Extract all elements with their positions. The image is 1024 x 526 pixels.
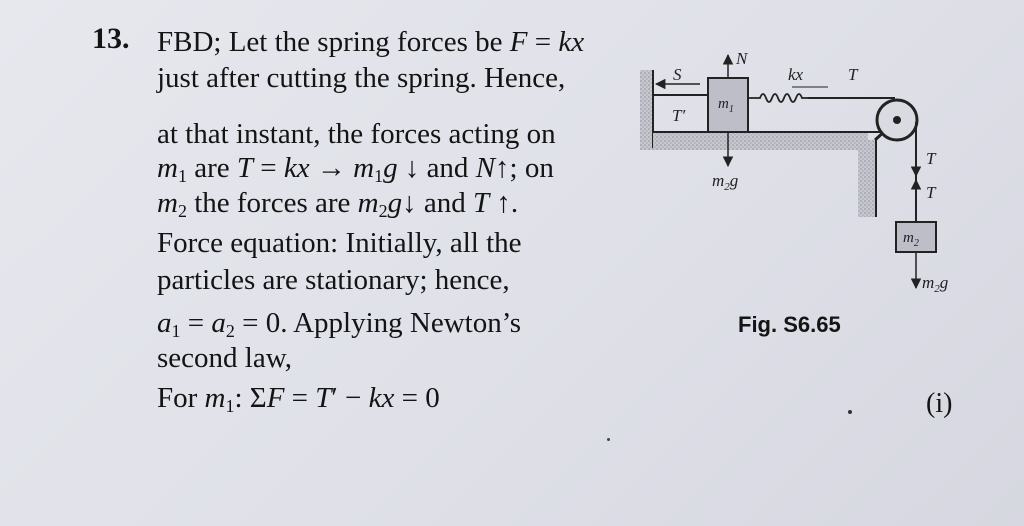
label-t-down: T (926, 149, 936, 168)
table (653, 132, 868, 150)
figure-caption: Fig. S6.65 (738, 312, 841, 337)
label-n: N (736, 49, 748, 68)
label-m2g-under: $m_2g$ (712, 171, 739, 193)
label-m2g-right: $m_2g$ (922, 273, 949, 295)
text-line-3: at that instant, the forces acting on (157, 118, 556, 150)
label-kx: kx (788, 65, 804, 84)
text-line-2: just after cutting the spring. Hence, (157, 62, 566, 94)
problem-number: 13. (92, 22, 130, 55)
label-s: S (673, 65, 682, 84)
text-line-8: $a_1 = a_2 = 0$. Applying Newton’s (157, 307, 522, 341)
label-m1: $m_1$ (718, 96, 734, 115)
table-edge (858, 140, 876, 217)
text-line-6: Force equation: Initially, all the (157, 227, 522, 259)
text-line-9: second law, (157, 342, 293, 374)
label-m2: $m_2$ (903, 230, 919, 249)
text-line-1: FBD; Let the spring forces be F = kx (157, 26, 585, 58)
text-line-7: particles are stationary; hence, (157, 264, 510, 296)
text-line-4: $m_1$ are T = kx → $m_1g$ ↓ and N↑; on (157, 152, 554, 186)
spring (748, 94, 808, 102)
text-line-10: For $m_1$: ΣF = T′ − kx = 0 (157, 382, 440, 416)
text-line-5: $m_2$ the forces are $m_2g↓$ and T ↑. (157, 187, 519, 221)
label-t-up: T (926, 183, 936, 202)
label-t-prime: T′ (672, 106, 686, 125)
equation-number: (i) (926, 388, 953, 419)
left-wall (640, 70, 653, 150)
label-t-top: T (848, 65, 858, 84)
